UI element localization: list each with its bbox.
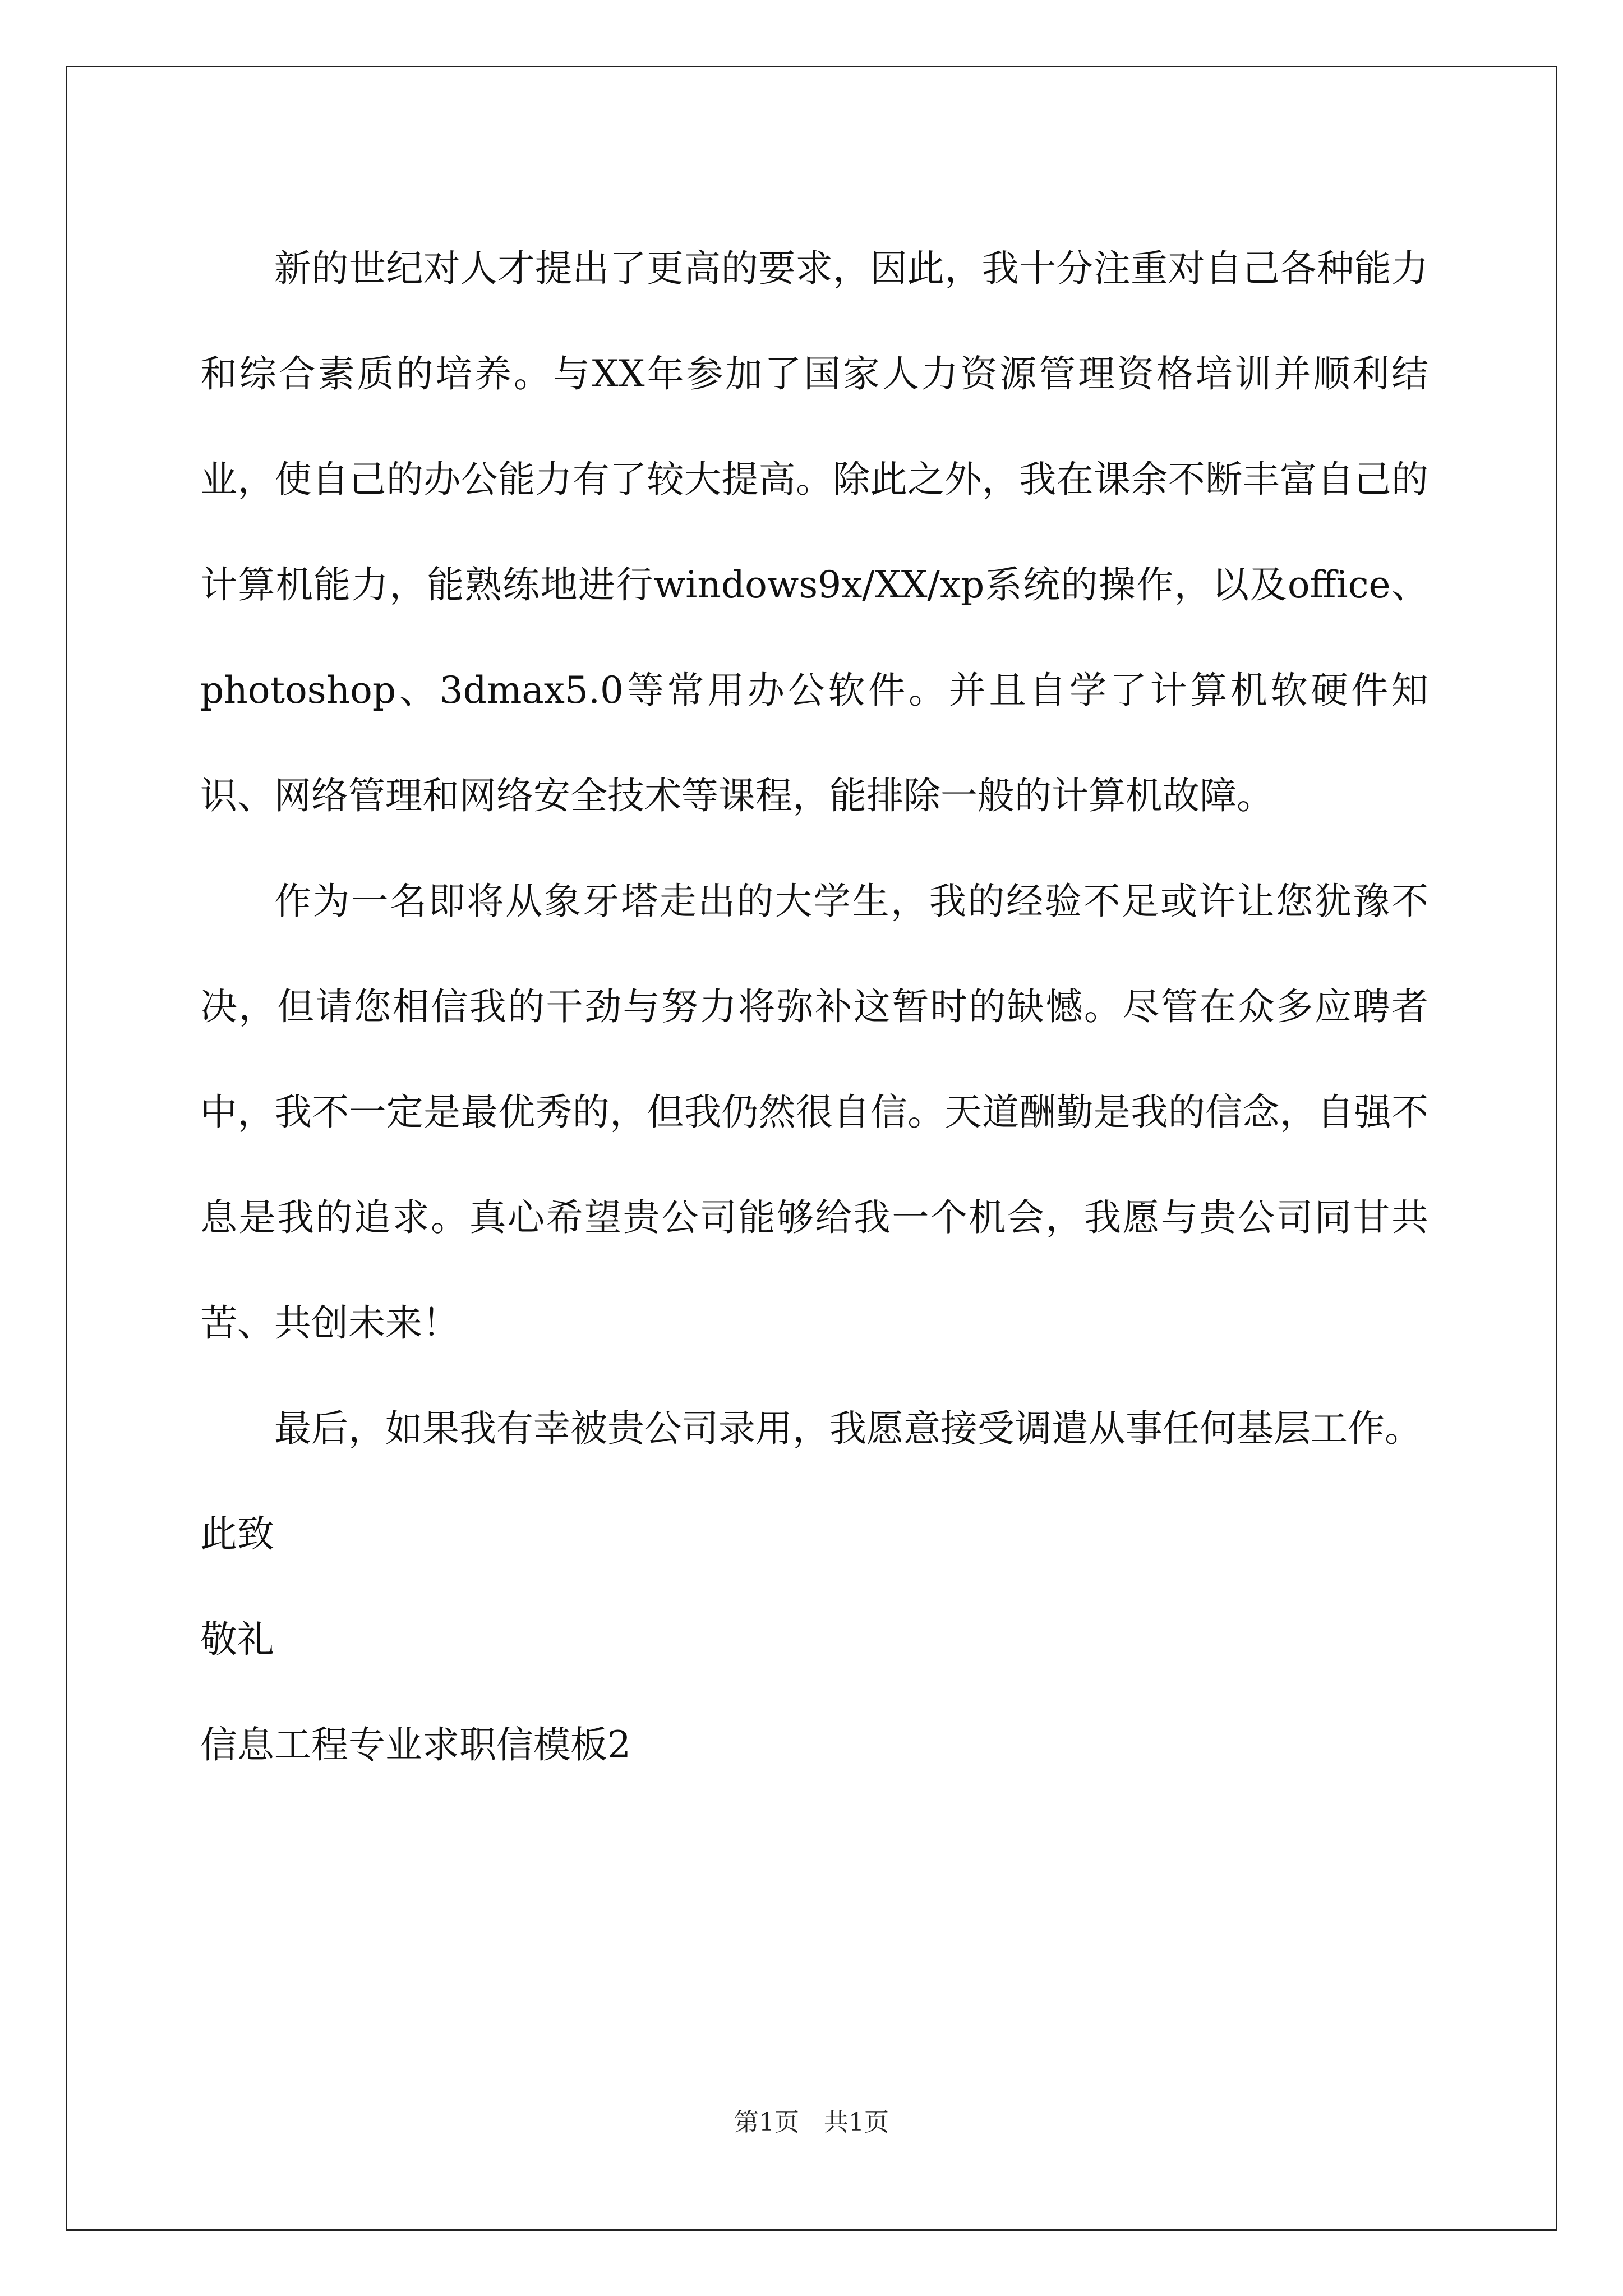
next-template-title: 信息工程专业求职信模板2 [200, 1723, 631, 1766]
paragraph-skills: 新的世纪对人才提出了更高的要求，因此，我十分注重对自己各种能力和综合素质的培养。与XX年参加了国家人力资源管理资格培训并顺利结业，使自己的办公能力有了较大提高。除此之外，我在课余不断丰富自己的计算机能力，能熟练地进行windows9x/XX/xp系统的操作，以及office、photoshop、3dmax5.0等常用办公软件。并且自学了计算机软硬件知识、网络管理和网络安全技术等课程，能排除一般的计算机故障。 [200, 247, 1428, 817]
paragraph-closing-request: 最后，如果我有幸被贵公司录用，我愿意接受调遣从事任何基层工作。 [274, 1407, 1422, 1450]
closing-phrase: 此致 [200, 1512, 274, 1556]
paragraph-commitment: 作为一名即将从象牙塔走出的大学生，我的经验不足或许让您犹豫不决，但请您相信我的干劲与努力将弥补这暂时的缺憾。尽管在众多应聘者中，我不一定是最优秀的，但我仍然很自信。天道酬勤是我的信念，自强不息是我的追求。真心希望贵公司能够给我一个机会，我愿与贵公司同甘共苦、共创未来！ [200, 880, 1428, 1345]
page-footer: 第1页 共1页 [734, 2108, 889, 2137]
letter-body [200, 216, 1428, 1798]
salutation: 敬礼 [200, 1618, 274, 1661]
